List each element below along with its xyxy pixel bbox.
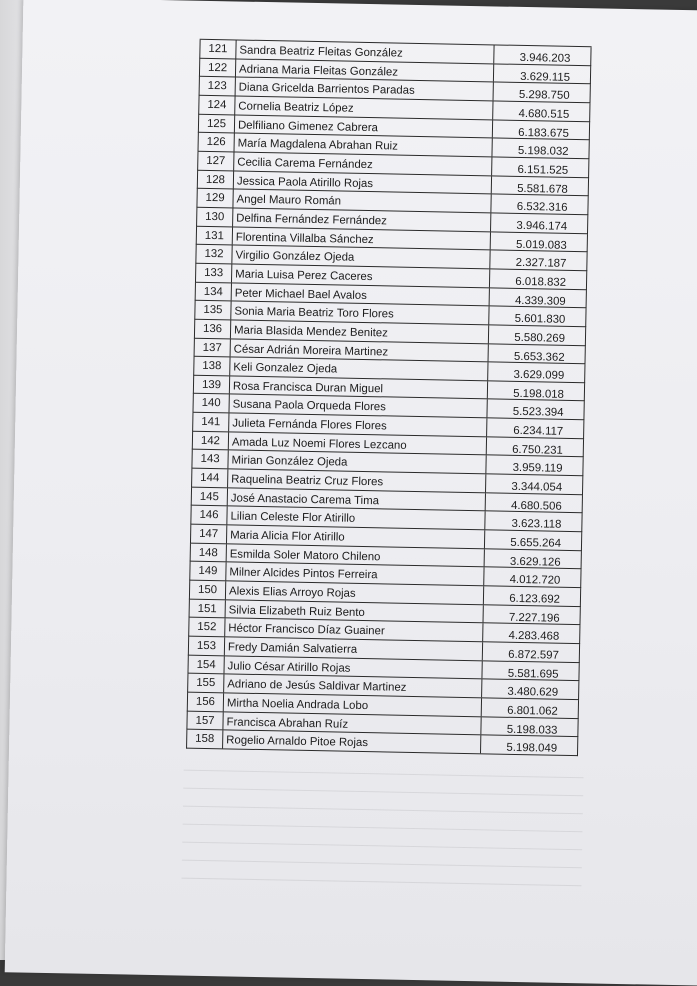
row-number: 151	[190, 599, 226, 617]
row-amount: 3.629.099	[513, 369, 565, 382]
row-number: 147	[191, 525, 227, 543]
row-amount: 6.123.692	[509, 592, 561, 606]
row-amount: 5.655.264	[510, 536, 562, 550]
row-name: Maria Luisa Perez Caceres	[232, 264, 490, 287]
row-amount: 3.629.115	[520, 70, 571, 84]
row-number: 139	[194, 376, 230, 394]
row-number: 155	[188, 674, 224, 692]
row-number: 128	[198, 170, 234, 188]
row-number: 140	[193, 394, 229, 412]
row-amount: 6.234.117	[513, 424, 564, 438]
row-name: Maria Blasida Mendez Benitez	[231, 320, 489, 343]
row-name: Rogelio Arnaldo Pitoe Rojas	[223, 731, 481, 754]
row-name: Delfiliano Gimenez Cabrera	[235, 115, 493, 138]
row-number: 149	[190, 562, 226, 580]
row-name: María Magdalena Abrahan Ruiz	[235, 134, 493, 157]
row-number: 124	[199, 96, 235, 114]
row-amount: 4.680.506	[510, 499, 562, 513]
row-amount: 6.532.316	[516, 201, 568, 215]
row-amount: 3.480.629	[507, 686, 559, 700]
row-name: Esmilda Soler Matoro Chileno	[227, 544, 485, 567]
row-name: Sandra Beatriz Fleitas González	[236, 40, 494, 63]
row-number: 156	[188, 693, 224, 711]
row-number: 133	[196, 264, 232, 282]
row-amount: 5.581.678	[517, 182, 568, 196]
row-amount: 5.298.750	[518, 89, 570, 103]
row-number: 134	[196, 282, 232, 300]
row-number: 144	[192, 469, 228, 487]
row-name: Héctor Francisco Díaz Guainer	[225, 619, 483, 642]
row-number: 142	[193, 431, 229, 449]
row-name: Julio César Atirillo Rojas	[224, 656, 482, 679]
row-name: Silvia Elizabeth Ruiz Bento	[226, 600, 484, 623]
row-name: Angel Mauro Román	[233, 190, 491, 213]
row-name: Raquelina Beatriz Cruz Flores	[228, 469, 486, 492]
row-name: Rosa Francisca Duran Miguel	[230, 376, 488, 399]
row-name: Julieta Fernánda Flores Flores	[229, 414, 487, 437]
row-name: Amada Luz Noemi Flores Lezcano	[229, 432, 487, 455]
row-number: 154	[188, 655, 224, 673]
row-name: Peter Michael Bael Avalos	[232, 283, 490, 306]
row-name: Alexis Elias Arroyo Rojas	[226, 581, 484, 604]
row-name: Milner Alcides Pintos Ferreira	[226, 563, 484, 586]
row-name: Sonia Maria Beatriz Toro Flores	[231, 302, 489, 325]
row-amount: 3.629.126	[509, 555, 561, 569]
row-amount: 5.019.083	[515, 238, 567, 252]
row-name: Fredy Damián Salvatierra	[225, 637, 483, 660]
row-number: 132	[196, 245, 232, 263]
row-number: 136	[195, 320, 231, 338]
row-name: Diana Gricelda Barrientos Paradas	[236, 78, 494, 101]
row-name: Lilian Celeste Flor Atirillo	[227, 507, 485, 530]
row-number: 152	[189, 618, 225, 636]
row-amount: 6.801.062	[507, 704, 558, 718]
row-name: Cornelia Beatriz López	[235, 96, 493, 119]
row-number: 137	[195, 338, 231, 356]
row-name: Mirian González Ojeda	[228, 451, 486, 474]
row-name: Francisca Abrahan Ruíz	[223, 712, 481, 735]
row-number: 127	[198, 152, 234, 170]
row-amount: 5.581.695	[507, 667, 559, 681]
row-number: 148	[191, 543, 227, 561]
row-amount: 4.339.309	[514, 294, 566, 308]
row-number: 123	[200, 77, 236, 95]
row-number: 125	[199, 114, 235, 132]
row-number: 153	[189, 637, 225, 655]
row-amount: 3.959.119	[512, 462, 563, 476]
row-amount: 5.198.032	[517, 145, 569, 159]
row-number: 138	[194, 357, 230, 375]
row-name: Florentina Villalba Sánchez	[233, 227, 491, 250]
row-name: Adriano de Jesús Saldivar Martinez	[224, 675, 482, 698]
row-amount: 4.283.468	[508, 630, 560, 644]
row-number: 143	[192, 450, 228, 468]
row-name: Virgilio González Ojeda	[232, 246, 490, 269]
row-amount: 5.523.394	[512, 406, 564, 420]
row-amount: 5.198.033	[506, 723, 558, 737]
row-amount: 3.344.054	[511, 480, 563, 494]
row-name: Keli Gonzalez Ojeda	[230, 358, 488, 381]
row-number: 126	[199, 133, 235, 151]
row-number: 146	[191, 506, 227, 524]
row-amount: 5.198.018	[513, 387, 565, 401]
row-amount: 4.012.720	[509, 574, 561, 588]
row-name: Maria Alicia Flor Atirillo	[227, 525, 485, 548]
row-amount: 5.198.049	[506, 742, 558, 756]
row-number: 158	[187, 730, 223, 748]
row-amount: 6.018.832	[515, 275, 567, 289]
beneficiary-table	[186, 39, 592, 756]
row-name: César Adrián Moreira Martinez	[231, 339, 489, 362]
row-amount: 6.151.525	[517, 163, 569, 177]
row-amount: 3.623.118	[511, 518, 562, 532]
row-number: 135	[195, 301, 231, 319]
row-amount: 6.872.597	[508, 648, 559, 662]
row-name: Delfina Fernández Fernández	[233, 208, 491, 231]
row-amount: 6.183.675	[518, 126, 570, 140]
row-amount: 2.327.187	[515, 257, 567, 271]
row-amount: 5.653.362	[513, 350, 565, 364]
row-number: 150	[190, 581, 226, 599]
row-name: Jessica Paola Atirillo Rojas	[234, 171, 492, 194]
row-number: 130	[197, 208, 233, 226]
row-amount: 3.946.174	[516, 219, 568, 233]
row-number: 131	[197, 226, 233, 244]
row-amount: 5.601.830	[514, 313, 566, 327]
row-amount: 3.946.203	[519, 51, 571, 65]
row-name: José Anastacio Carema Tima	[228, 488, 486, 511]
paper-sheet	[5, 0, 697, 986]
row-name: Susana Paola Orqueda Flores	[229, 395, 487, 418]
row-amount: 6.750.231	[512, 443, 563, 457]
row-number: 122	[200, 58, 236, 76]
bleed-through-lines	[181, 753, 584, 901]
row-number: 157	[187, 711, 223, 729]
row-name: Cecilia Carema Fernández	[234, 152, 492, 175]
row-name: Adriana Maria Fleitas González	[236, 59, 494, 82]
row-number: 141	[193, 413, 229, 431]
row-amount: 7.227.196	[508, 611, 560, 625]
row-number: 145	[192, 487, 228, 505]
row-number: 121	[200, 40, 236, 58]
row-name: Mirtha Noelia Andrada Lobo	[224, 693, 482, 716]
row-number: 129	[197, 189, 233, 207]
row-amount: 5.580.269	[514, 331, 566, 345]
row-amount: 4.680.515	[518, 107, 570, 121]
